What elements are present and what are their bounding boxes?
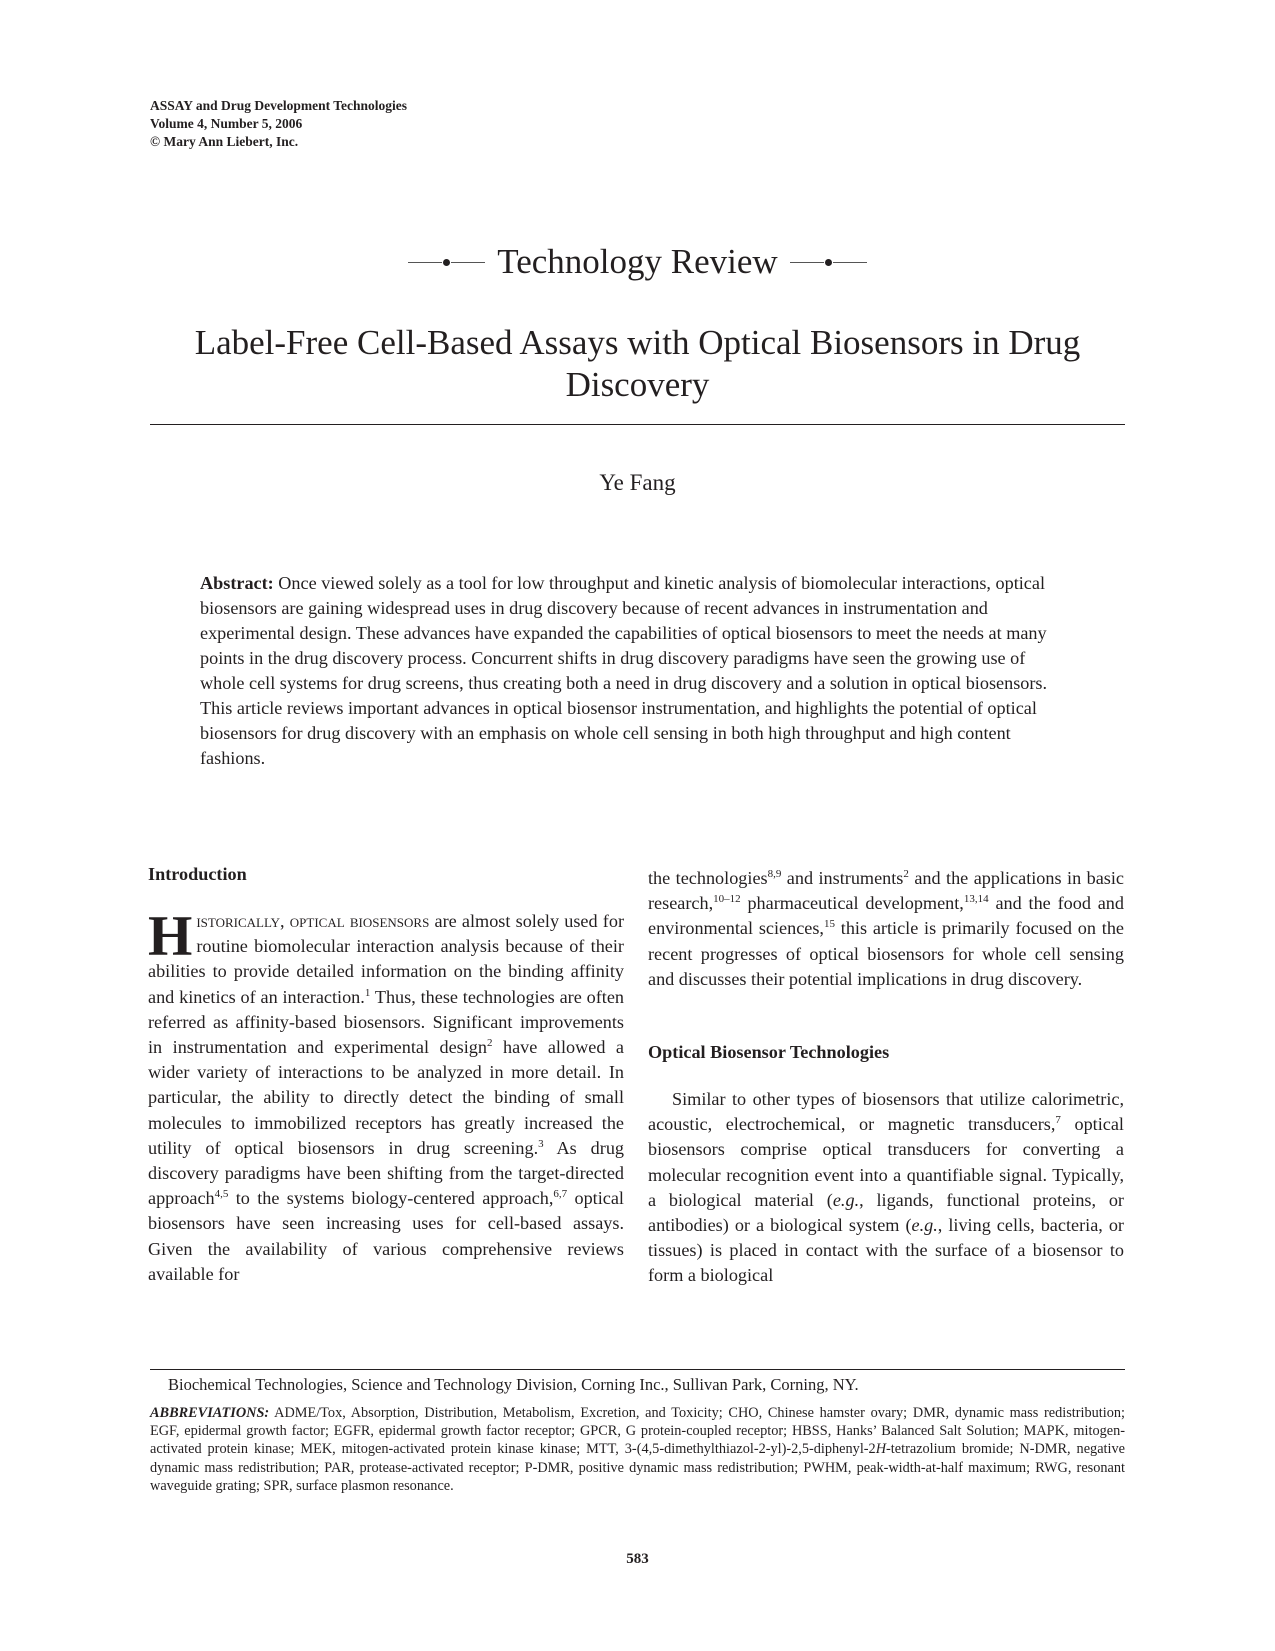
intro-text: this article is primarily focused on the recent progresses of optical biosensors for whole cell sensing and discusses their potential implications in drug discovery. — [648, 918, 1124, 989]
citation: 3 — [538, 1137, 544, 1150]
introduction-heading: Introduction — [148, 864, 247, 884]
introduction-continued — [648, 866, 1124, 992]
abbreviations-text: ADME/Tox, Absorption, Distribution, Metabolism, Excretion, and Toxicity; CHO, Chinese hamster ovary; DMR, dynamic mass redistribution; EGF, epidermal growth factor; EGFR, epidermal growth factor receptor; GPCR, G protein-coupled receptor; HBSS, Hanks’ Balanced Salt Solution; MAPK, mitogen-activated protein kinase; MEK, mitogen-activated protein kinase kinase; MTT, 3-(4,5-dimethylthiazol-2-yl)-2,5-diphenyl-2 — [150, 1405, 1125, 1458]
citation: 10–12 — [713, 893, 741, 906]
right-column — [648, 866, 1124, 1289]
journal-name: ASSAY and Drug Development Technologies — [150, 98, 408, 113]
abstract — [200, 571, 1070, 771]
citation: 13,14 — [963, 893, 989, 906]
author-affiliation: Biochemical Technologies, Science and Technology Division, Corning Inc., Sullivan Park, Corning, NY. — [168, 1375, 859, 1394]
intro-text: are almost solely used for routine biomolecular interaction analysis because of their abilities to provide detailed information on the binding affinity and kinetics of an interaction. — [148, 911, 624, 1007]
tech-text: Similar to other types of biosensors that utilize calorimetric, acoustic, electrochemical, or magnetic transducers, — [648, 1089, 1124, 1135]
section-label: Technology Review — [497, 242, 778, 281]
intro-text: the technologies — [648, 868, 768, 888]
ornament-left-icon — [408, 259, 485, 266]
abbreviations-footnote — [150, 1404, 1125, 1495]
citation: 7 — [1055, 1114, 1061, 1127]
abbreviations-italic: H — [875, 1441, 887, 1458]
abbreviations-label: ABBREVIATIONS: — [150, 1405, 270, 1421]
citation: 15 — [823, 918, 835, 931]
drop-cap: H — [148, 905, 193, 968]
intro-text: and instruments — [781, 868, 904, 888]
intro-text: have allowed a wider variety of interactions to be analyzed in more detail. In particular, the ability to directly detect the binding of small molecules to immobilized receptors has greatly increased the utility of optical biosensors in drug screening. — [148, 1037, 624, 1158]
article-title: Label-Free Cell-Based Assays with Optical Biosensors in Drug Discovery — [194, 323, 1081, 404]
journal-info — [150, 97, 407, 151]
intro-text: pharmaceutical development, — [740, 893, 964, 914]
citation: 1 — [364, 986, 371, 999]
footnote-divider — [150, 1369, 1125, 1370]
abbreviations-text: -tetrazolium bromide; N-DMR, negative dynamic mass redistribution; PAR, protease-activated receptor; P-DMR, positive dynamic mass redistribution; PWHM, peak-width-at-half maximum; RWG, resonant waveguide grating; SPR, surface plasmon resonance. — [150, 1441, 1125, 1494]
tech-text: , ligands, functional proteins, or antibodies) or a biological system ( — [648, 1189, 1124, 1236]
technologies-heading: Optical Biosensor Technologies — [648, 1042, 890, 1063]
intro-smallcaps: istorically, optical biosensors — [196, 911, 430, 931]
citation: 6,7 — [553, 1188, 568, 1201]
abstract-text: Once viewed solely as a tool for low throughput and kinetic analysis of biomolecular interactions, optical biosensors are gaining widespread uses in drug discovery because of recent advances in instrumentation and experimental design. These advances have expanded the capabilities of optical biosensors to meet the needs at many points in the drug discovery process. Concurrent shifts in drug discovery paradigms have seen the growing use of whole cell systems for drug screens, thus creating both a need in drug discovery and a solution in optical biosensors. This article reviews important advances in optical biosensor instrumentation, and highlights the potential of optical biosensors for drug discovery with an emphasis on whole cell sensing in both high throughput and high content fashions. — [200, 573, 1048, 768]
abstract-label: Abstract: — [200, 573, 274, 593]
intro-text: Thus, these technologies are often referred as affinity-based biosensors. Significant improvements in instrumentation and experimental design — [148, 986, 624, 1058]
tech-italic: e.g. — [832, 1189, 860, 1210]
intro-text: As drug discovery paradigms have been shifting from the target-directed approach — [148, 1137, 625, 1209]
intro-text: optical biosensors have seen increasing uses for cell-based assays. Given the availability of various comprehensive reviews available for — [148, 1188, 624, 1284]
intro-text: and the applications in basic research, — [648, 868, 1124, 914]
intro-text: and the food and environmental sciences, — [648, 893, 1124, 939]
technologies-paragraph — [648, 1087, 1124, 1289]
introduction-paragraph — [148, 905, 625, 1287]
citation: 2 — [487, 1036, 493, 1049]
journal-copyright: © Mary Ann Liebert, Inc. — [150, 134, 299, 149]
title-divider — [150, 424, 1125, 425]
tech-text: optical biosensors comprise optical transducers for converting a molecular recognition event into a quantifiable signal. Typically, a biological material ( — [648, 1114, 1124, 1210]
intro-text: to the systems biology-centered approach, — [228, 1188, 554, 1209]
tech-text: , living cells, bacteria, or tissues) is placed in contact with the surface of a biosensor to form a biological — [648, 1215, 1124, 1286]
page-number: 583 — [626, 1551, 649, 1567]
citation: 8,9 — [767, 867, 782, 880]
citation: 2 — [903, 867, 909, 880]
ornament-right-icon — [790, 259, 867, 266]
citation: 4,5 — [214, 1188, 229, 1201]
tech-italic: e.g. — [911, 1215, 938, 1236]
section-banner — [0, 240, 1275, 284]
journal-volume: Volume 4, Number 5, 2006 — [150, 116, 303, 131]
author-name: Ye Fang — [599, 470, 676, 495]
left-column — [148, 862, 624, 1287]
